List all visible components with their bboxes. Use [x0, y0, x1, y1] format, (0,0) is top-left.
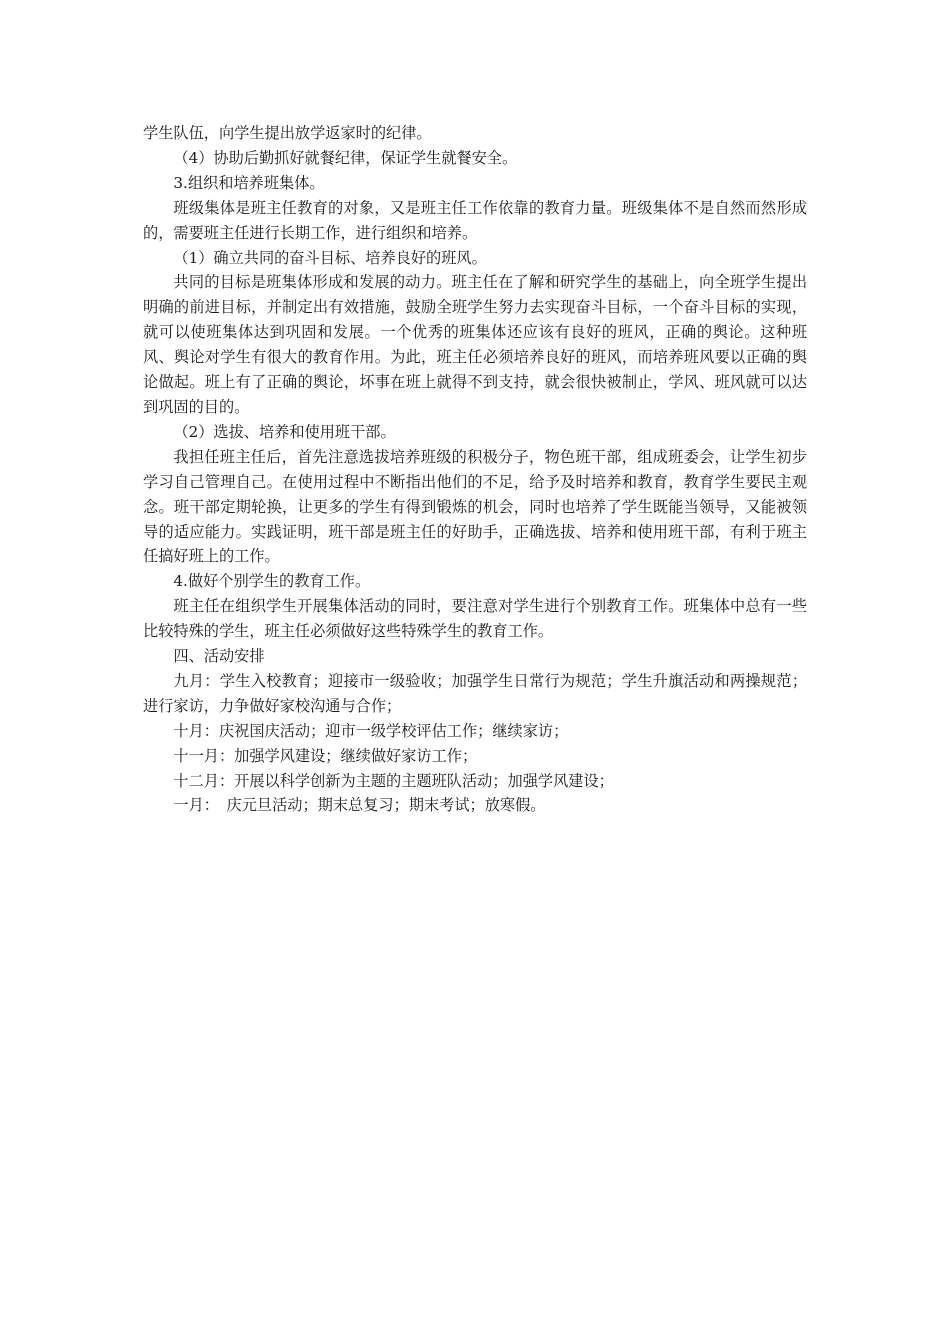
schedule-december: 十二月：开展以科学创新为主题的主题班队活动；加强学风建设；	[173, 771, 614, 790]
paragraph-common-goals: 共同的目标是班集体形成和发展的动力。班主任在了解和研究学生的基础上，向全班学生提出明确的前进目标，并制定出有效措施，鼓励全班学生努力去实现奋斗目标，一个奋斗目标的实现，就可以使班集体达到巩固和发展。一个优秀的班集体还应该有良好的班风，正确的舆论。这种班风、舆论对学生有很大的教育作用。为此，班主任必须培养良好的班风，而培养班风要以正确的舆论做起。班上有了正确的舆论，坏事在班上就得不到支持，就会很快被制止，学风、班风就可以达到巩固的目的。	[143, 273, 807, 416]
section-heading-3: 3.组织和培养班集体。	[173, 173, 325, 192]
schedule-november: 十一月：加强学风建设；继续做好家访工作；	[173, 746, 478, 765]
paragraph-class-collective: 班级集体是班主任教育的对象，又是班主任工作依靠的教育力量。班级集体不是自然而然形成的，需要班主任进行长期工作，进行组织和培养。	[143, 198, 807, 242]
document-page	[143, 121, 807, 818]
paragraph-item-4-dining: （4）协助后勤抓好就餐纪律，保证学生就餐安全。	[173, 148, 518, 167]
paragraph-individual-education: 班主任在组织学生开展集体活动的同时，要注意对学生进行个别教育工作。班集体中总有一些比较特殊的学生，班主任必须做好这些特殊学生的教育工作。	[143, 597, 807, 641]
section-heading-activities: 四、活动安排	[173, 647, 265, 666]
schedule-september: 九月：学生入校教育；迎接市一级验收；加强学生日常行为规范；学生升旗活动和两操规范；进行家访，力争做好家校沟通与合作；	[143, 671, 807, 715]
paragraph-cadres: 我担任班主任后，首先注意选拔培养班级的积极分子，物色班干部，组成班委会，让学生初步学习自己管理自己。在使用过程中不断指出他们的不足，给予及时培养和教育，教育学生要民主观念。班干部定期轮换，让更多的学生有得到锻炼的机会，同时也培养了学生既能当领导，又能被领导的适应能力。实践证明，班干部是班主任的好助手，正确选拔、培养和使用班干部，有利于班主任搞好班上的工作。	[143, 447, 807, 566]
section-heading-4: 4.做好个别学生的教育工作。	[173, 572, 371, 591]
schedule-october: 十月：庆祝国庆活动；迎市一级学校评估工作；继续家访；	[173, 721, 569, 740]
paragraph-continuation: 学生队伍，向学生提出放学返家时的纪律。	[143, 124, 432, 142]
schedule-january: 一月： 庆元旦活动；期末总复习；期末考试；放寒假。	[173, 796, 546, 815]
subheading-1-goals: （1）确立共同的奋斗目标、培养良好的班风。	[173, 248, 487, 267]
subheading-2-cadres: （2）选拔、培养和使用班干部。	[173, 422, 396, 441]
